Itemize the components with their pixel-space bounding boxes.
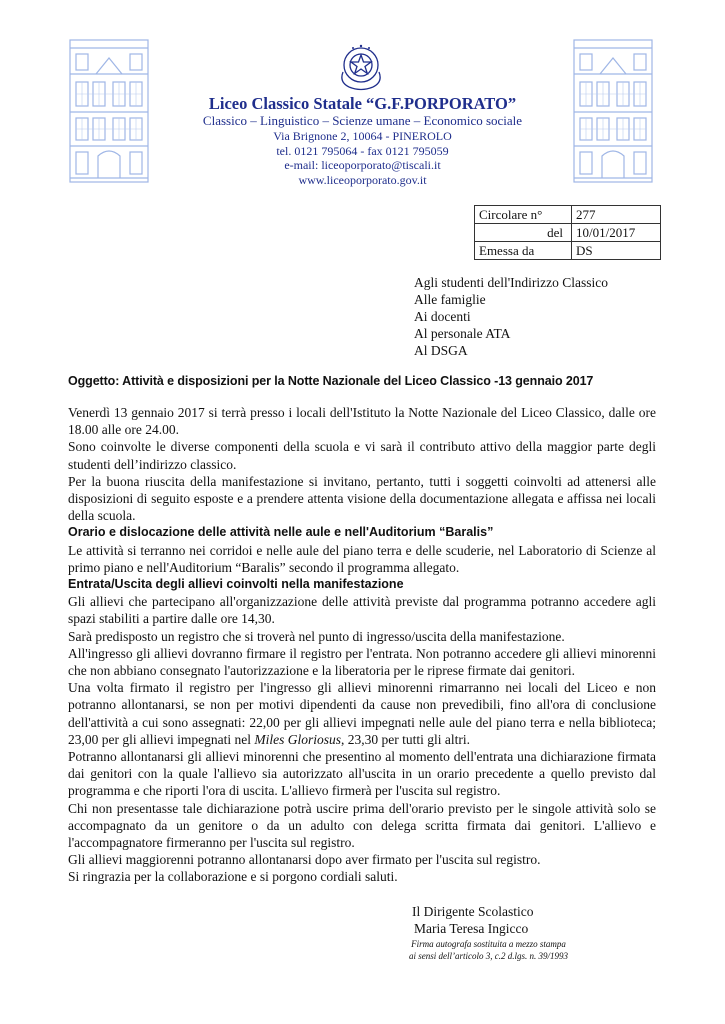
body-paragraph: Sono coinvolte le diverse componenti della scuola e vi sarà il contributo attivo della maggior parte degli studenti dell’indirizzo classico. bbox=[68, 439, 656, 472]
signature-note-line: Firma autografa sostituita a mezzo stampa bbox=[411, 939, 566, 949]
recipient-item: Al personale ATA bbox=[414, 326, 511, 341]
circular-number-value: 277 bbox=[572, 206, 661, 224]
signature-block bbox=[412, 903, 533, 937]
signature-name: Maria Teresa Ingicco bbox=[414, 921, 529, 936]
signature-note-line: ai sensi dell’articolo 3, c.2 d.lgs. n. 39/1993 bbox=[409, 951, 568, 961]
italian-republic-emblem-icon bbox=[333, 42, 389, 92]
section-heading-schedule: Orario e dislocazione delle attività nelle aule e nell'Auditorium “Baralis” bbox=[68, 525, 494, 540]
school-tracks: Classico – Linguistico – Scienze umane – Economico sociale bbox=[202, 113, 523, 128]
body-paragraph: Per la buona riuscita della manifestazione si invitano, pertanto, tutti i soggetti coinvolti ad attenersi alle disposizioni di seguito esposte e a prendere attenta visione della documentazione allegata e affissa nei locali della scuola. bbox=[68, 473, 656, 524]
school-building-icon bbox=[572, 38, 654, 184]
circular-issued-value: DS bbox=[572, 242, 661, 260]
body-paragraph: Gli allievi maggiorenni potranno allontanarsi dopo aver firmato per l'uscita sul registro. bbox=[68, 852, 541, 868]
section-heading-entry-exit: Entrata/Uscita degli allievi coinvolti nella manifestazione bbox=[68, 577, 404, 592]
circular-issued-label: Emessa da bbox=[475, 242, 572, 260]
recipient-item: Al DSGA bbox=[414, 343, 468, 358]
circular-date-value: 10/01/2017 bbox=[572, 224, 661, 242]
circular-info-table bbox=[474, 205, 661, 260]
body-paragraph: Si ringrazia per la collaborazione e si porgono cordiali saluti. bbox=[68, 869, 398, 885]
letter-body bbox=[68, 404, 656, 886]
subject-line: Oggetto: Attività e disposizioni per la Notte Nazionale del Liceo Classico -13 gennaio 2017 bbox=[68, 374, 594, 388]
school-building-icon bbox=[68, 38, 150, 184]
play-title: Miles Gloriosus bbox=[254, 731, 341, 747]
letterhead bbox=[170, 94, 555, 187]
body-paragraph: Venerdì 13 gennaio 2017 si terrà presso i locali dell'Istituto la Notte Nazionale del Liceo Classico, dalle ore 18.00 alle ore 24.00. bbox=[68, 405, 656, 438]
school-email[interactable]: e-mail: liceoporporato@tiscali.it bbox=[284, 158, 441, 172]
signature-role: Il Dirigente Scolastico bbox=[412, 904, 534, 919]
table-row bbox=[475, 224, 661, 242]
table-row bbox=[475, 242, 661, 260]
school-address: Via Brignone 2, 10064 - PINEROLO bbox=[273, 129, 452, 143]
body-paragraph bbox=[68, 679, 656, 748]
body-paragraph: Le attività si terranno nei corridoi e nelle aule del piano terra e delle scuderie, nel Laboratorio di Scienze al primo piano e nell'Auditorium “Baralis” secondo il programma allegato. bbox=[68, 542, 656, 575]
body-paragraph: Gli allievi che partecipano all'organizzazione delle attività previste dal programma potranno accedere agli spazi stabiliti a partire dalle ore 14,30. bbox=[68, 594, 656, 627]
school-name: Liceo Classico Statale “G.F.PORPORATO” bbox=[208, 94, 517, 113]
school-phone: tel. 0121 795064 - fax 0121 795059 bbox=[276, 143, 449, 158]
body-paragraph: Chi non presentasse tale dichiarazione potrà uscire prima dell'orario previsto per le singole attività solo se accompagnato da un genitore o da un adulto con delega scritta firmata dai genitori. L'allievo e l'accompagnatore firmeranno per l'uscita sul registro. bbox=[68, 800, 656, 851]
signature-legal-note bbox=[386, 938, 591, 962]
school-website[interactable]: www.liceoporporato.gov.it bbox=[298, 172, 427, 187]
recipient-item: Ai docenti bbox=[414, 309, 471, 324]
body-paragraph: Potranno allontanarsi gli allievi minorenni che presentino al momento dell'entrata una dichiarazione firmata dai genitori con la quale l'allievo sia autorizzato all'uscita in un orario precedente a quello previsto dal programma e che riporti l'ora di uscita. L'allievo firmerà per l'uscita sul registro. bbox=[68, 749, 656, 799]
body-text: , 23,30 per tutti gli altri. bbox=[340, 731, 470, 747]
body-paragraph: Sarà predisposto un registro che si troverà nel punto di ingresso/uscita della manifestazione. bbox=[68, 628, 565, 644]
body-paragraph: All'ingresso gli allievi dovranno firmare il registro per l'entrata. Non potranno accedere gli allievi minorenni che non abbiano consegnato l'autorizzazione e la liberatoria per le riprese firmate dai genitori. bbox=[68, 645, 656, 679]
table-row bbox=[475, 206, 661, 224]
circular-number-label: Circolare n° bbox=[475, 206, 572, 224]
recipients-list bbox=[414, 274, 608, 359]
circular-date-label: del bbox=[475, 224, 572, 242]
recipient-item: Agli studenti dell'Indirizzo Classico bbox=[414, 275, 609, 290]
body-text: Una volta firmato il registro per l'ingresso gli allievi minorenni rimarranno nei locali del Liceo e non potranno allontanarsi, se non per motivi dipendenti da cause non prevedibili, fino all'ora di conclusione dell'attività a cui sono assegnati: 22,00 per gli allievi impegnati nelle aule del piano terra e nella biblioteca; 23,00 per gli allievi impegnati nel bbox=[68, 680, 656, 747]
recipient-item: Alle famiglie bbox=[414, 292, 486, 307]
